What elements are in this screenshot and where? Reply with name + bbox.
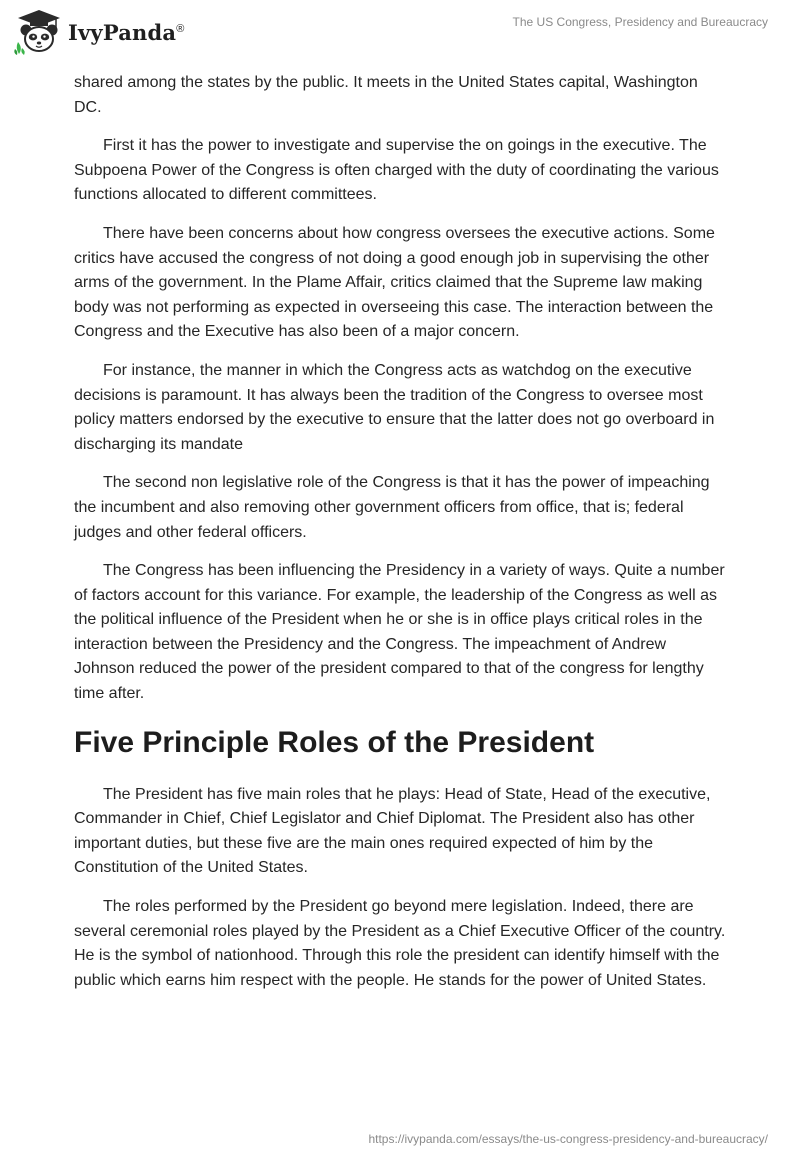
ivypanda-logo[interactable] — [14, 8, 185, 56]
essay-content — [74, 71, 726, 1007]
document-title: The US Congress, Presidency and Bureaucracy — [512, 15, 768, 29]
paragraph: First it has the power to investigate and supervise the on goings in the executive. The Subpoena Power of the Congress is often charged with the duty of coordinating the various functions allocated to different committees. — [74, 137, 719, 204]
paragraph: For instance, the manner in which the Congress acts as watchdog on the executive decisions is paramount. It has always been the tradition of the Congress to oversee most policy matters endorsed by the executive to ensure that the latter does not go overboard in discharging its mandate — [74, 361, 715, 453]
brand-name: IvyPanda® — [68, 19, 185, 45]
paragraph: The President has five main roles that he plays: Head of State, Head of the executive, Commander in Chief, Chief Legislator and Chief Diplomat. The President also has other important duties, but these five are the main ones required expected of him by the Constitution of the United States. — [74, 785, 711, 877]
paragraph: The second non legislative role of the Congress is that it has the power of impeaching the incumbent and also removing other government officers from office, that is; federal judges and other federal officers. — [74, 474, 710, 541]
paragraph: The Congress has been influencing the Presidency in a variety of ways. Quite a number of factors account for this variance. For example, the leadership of the Congress as well as the political influence of the President when he or she is in office plays critical roles in the interaction between the Presidency and the Congress. The impeachment of Andrew Johnson reduced the power of the president compared to that of the congress for lengthy time after. — [74, 562, 725, 703]
panda-graduate-icon — [14, 8, 64, 56]
paragraph: The roles performed by the President go beyond mere legislation. Indeed, there are several ceremonial roles played by the President as a Chief Executive Officer of the country. He is the symbol of nationhood. Through this role the president can identify himself with the public which earns him respect with the people. He stands for the power of United States. — [74, 898, 726, 989]
paragraph: shared among the states by the public. It meets in the United States capital, Washington DC. — [74, 74, 698, 116]
registered-mark: ® — [176, 22, 185, 35]
section-heading: Five Principle Roles of the President — [74, 725, 595, 759]
paragraph: There have been concerns about how congress oversees the executive actions. Some critics have accused the congress of not doing a good enough job in supervising the other arms of the government. In the Plame Affair, critics claimed that the Supreme law making body was not performing as expected in overseeing this case. The interaction between the Congress and the Executive has also been of a major concern. — [74, 224, 715, 341]
page-header — [0, 0, 800, 64]
source-url[interactable]: https://ivypanda.com/essays/the-us-congress-presidency-and-bureaucracy/ — [368, 1132, 768, 1146]
